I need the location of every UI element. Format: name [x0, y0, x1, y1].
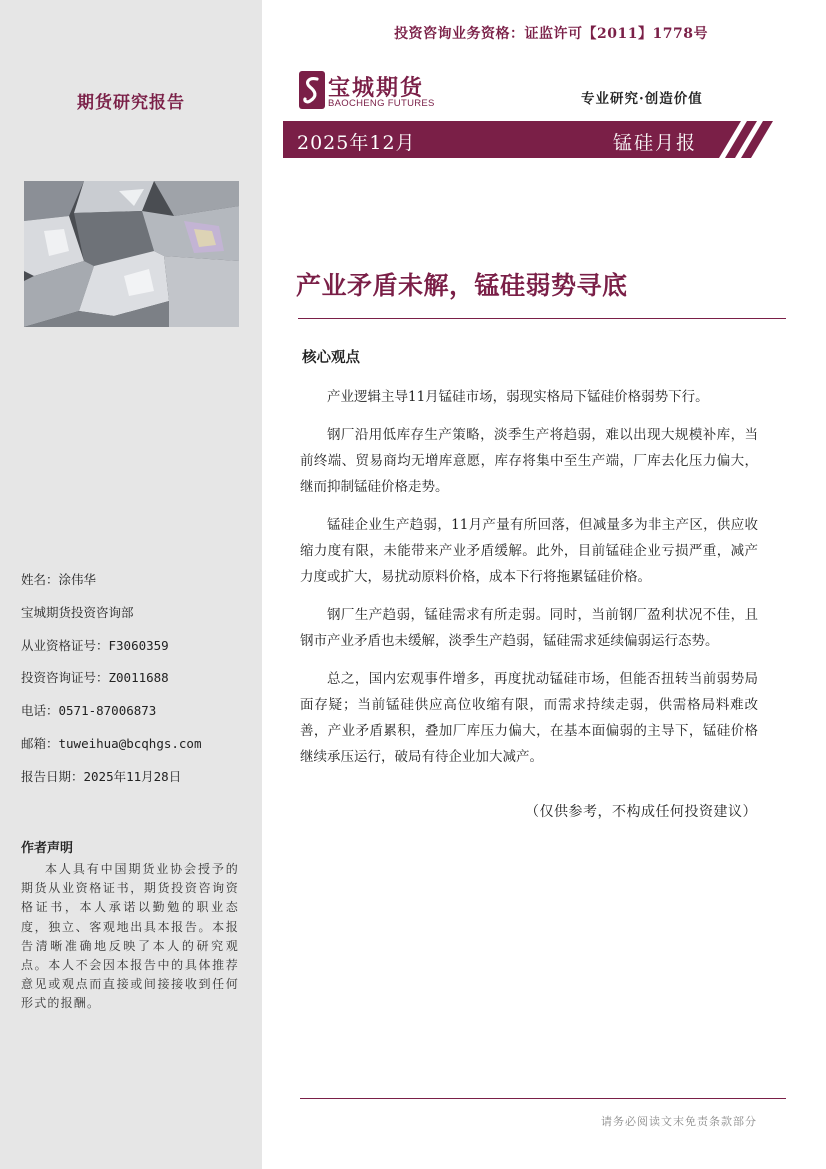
core-views — [300, 384, 758, 782]
title-banner — [283, 121, 783, 158]
paragraph-5: 总之，国内宏观事件增多，再度扰动锰硅市场，但能否扭转当前弱势局面存疑；当前锰硅供应高位收缩有限，而需求持续走弱，供需格局料难改善，产业矛盾累积，叠加厂库压力偏大，在基本面偏弱的主导下，锰硅价格继续承压运行，破局有待企业加大减产。 — [300, 671, 758, 765]
paragraph-3: 锰硅企业生产趋弱，11月产量有所回落，但减量多为非主产区，供应收缩力度有限，未能带来产业矛盾缓解。此外，目前锰硅企业亏损严重，减产力度或扩大，易扰动原料价格，成本下行将拖累锰硅价格。 — [300, 517, 758, 585]
author-dept: 宝城期货投资咨询部 — [21, 604, 134, 620]
footer-divider — [300, 1098, 786, 1099]
footer-note: 请务必阅读文末免责条款部分 — [601, 1115, 757, 1128]
title-divider — [298, 318, 786, 319]
page-title: 产业矛盾未解，锰硅弱势寻底 — [296, 271, 628, 300]
cover-photo — [24, 181, 239, 327]
slogan: 专业研究·创造价值 — [581, 91, 703, 107]
declaration-title: 作者声明 — [21, 841, 74, 856]
paragraph-2: 钢厂沿用低库存生产策略，淡季生产将趋弱，难以出现大规模补库，当前终端、贸易商均无增库意愿，库存将集中至生产端，厂库去化压力偏大，继而抑制锰硅价格走势。 — [300, 427, 758, 495]
author-phone: 电话：0571-87006873 — [21, 703, 157, 719]
author-email[interactable]: 邮箱：tuweihua@bcqhgs.com — [21, 735, 202, 751]
logo-emblem-icon — [298, 70, 326, 110]
silicomanganese-rocks-image — [24, 181, 239, 327]
banner-date: 2025年12月 — [297, 132, 416, 154]
paragraph-4: 钢厂生产趋弱，锰硅需求有所走弱。同时，当前钢厂盈利状况不佳，且钢市产业矛盾也未缓解，淡季生产趋弱，锰硅需求延续偏弱运行态势。 — [300, 607, 758, 649]
disclaimer: （仅供参考，不构成任何投资建议） — [525, 804, 757, 820]
author-info — [21, 570, 251, 800]
sidebar — [0, 0, 262, 1169]
author-license: 从业资格证号：F3060359 — [21, 637, 169, 653]
company-logo — [298, 70, 448, 112]
section-title: 核心观点 — [302, 349, 360, 366]
banner-report-type: 锰硅月报 — [613, 132, 698, 154]
logo-cn: 宝城期货 — [328, 76, 425, 101]
report-date: 报告日期：2025年11月28日 — [21, 768, 182, 784]
declaration-body: 本人具有中国期货业协会授予的期货从业资格证书，期货投资咨询资格证书，本人承诺以勤勉的职业态度，独立、客观地出具本报告。本报告清晰准确地反映了本人的研究观点。本人不会因本报告中的具体推荐意见或观点而直接或间接接收到任何形式的报酬。 — [21, 862, 239, 1011]
author-advisory: 投资咨询证号：Z0011688 — [21, 670, 169, 686]
logo-en: BAOCHENG FUTURES — [328, 98, 435, 109]
paragraph-1: 产业逻辑主导11月锰硅市场，弱现实格局下锰硅价格弱势下行。 — [327, 389, 709, 405]
author-name: 姓名：涂伟华 — [21, 572, 97, 587]
qualification-line: 投资咨询业务资格：证监许可【2011】1778号 — [394, 26, 708, 42]
report-category: 期货研究报告 — [77, 93, 185, 113]
